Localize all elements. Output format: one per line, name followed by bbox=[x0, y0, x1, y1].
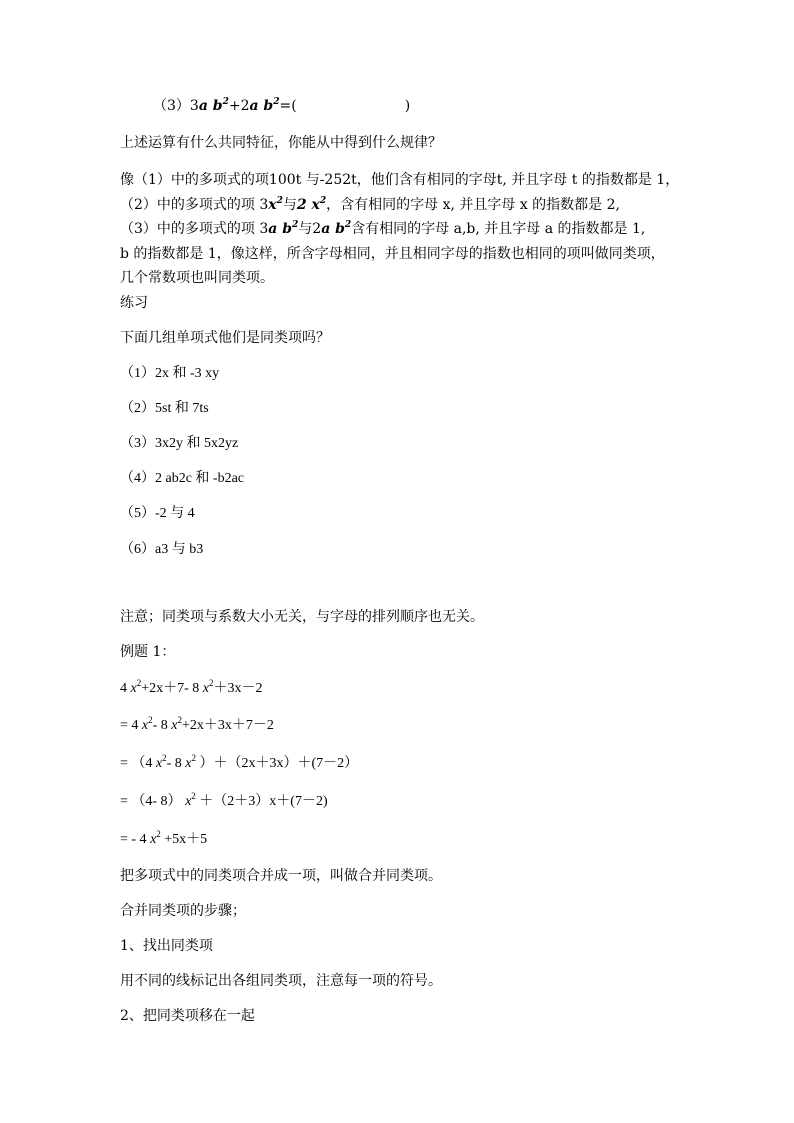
practice-item: （1）2x 和 -3 xy bbox=[120, 366, 220, 381]
example-title: 例题 1： bbox=[120, 644, 176, 660]
para-line-5: 几个常数项也叫同类项。 bbox=[120, 270, 274, 286]
exercise-3 bbox=[153, 96, 410, 116]
practice-item: （6）a3 与 b3 bbox=[120, 542, 204, 557]
practice-heading: 练习 bbox=[120, 295, 148, 311]
example-step-5: = - 4 $x^2 +5x+5$ bbox=[120, 829, 208, 847]
para-line-2: （2）中的多项式的项 $3x^2$与2 $x^2$，含有相同的字母 x, 并且字母 x 的指数都是 2, bbox=[120, 195, 620, 213]
para-line-1: 像（1）中的多项式的项100t 与-252t，他们含有相同的字母t, 并且字母 t 的指数都是 1， bbox=[120, 172, 680, 188]
practice-question: 下面几组单项式他们是同类项吗？ bbox=[120, 330, 330, 346]
variables-ab: a b bbox=[249, 98, 274, 114]
close-paren: ) bbox=[404, 98, 411, 114]
definition-text: 把多项式中的同类项合并成一项，叫做合并同类项。 bbox=[120, 868, 442, 884]
question-text: 上述运算有什么共同特征，你能从中得到什么规律？ bbox=[120, 135, 442, 151]
steps-heading: 合并同类项的步骤； bbox=[120, 903, 246, 919]
practice-item: （2）5st 和 7ts bbox=[120, 401, 209, 416]
step-2-title: 2、把同类项移在一起 bbox=[120, 1008, 255, 1024]
explanation-paragraph bbox=[120, 168, 680, 291]
equals-open: =( bbox=[279, 98, 297, 114]
practice-item: （3）3x2y 和 5x2yz bbox=[120, 436, 239, 451]
example-step-3: = （4 $x^2-$ 8 $x^2$ ）＋（2x＋3x）＋(7－2） bbox=[120, 753, 359, 771]
exponent: 2 bbox=[222, 97, 229, 107]
coef: 3 bbox=[189, 98, 199, 114]
note-text: 注意；同类项与系数大小无关，与字母的排列顺序也无关。 bbox=[120, 609, 484, 625]
step-1-title: 1、找出同类项 bbox=[120, 938, 213, 954]
para-line-3: （3）中的多项式的项 3a $b^2$与2a $b^2$含有相同的字母 a,b, 并且字母 a 的指数都是 1, bbox=[120, 220, 646, 237]
example-step-1: 4 $x^2+2x+7-$ 8 $x^2+3x-2$ bbox=[120, 678, 263, 696]
example-step-4: = （4- 8） $x^2 +(2+3)x+(7-2)$ bbox=[120, 791, 328, 809]
practice-item: （4）2 ab2c 和 -b2ac bbox=[120, 471, 245, 486]
plus-term: +2 bbox=[228, 98, 250, 114]
example-step-2: = 4 $x^2-$ 8 $x^2+2x+3x+7-2$ bbox=[120, 715, 274, 733]
variables-ab: a b bbox=[198, 98, 223, 114]
exponent: 2 bbox=[273, 97, 280, 107]
para-line-4: b 的指数都是 1，像这样，所含字母相同，并且相同字母的指数也相同的项叫做同类项， bbox=[120, 245, 665, 262]
step-1-description: 用不同的线标记出各组同类项，注意每一项的符号。 bbox=[120, 973, 442, 989]
exercise-3-label: （3） bbox=[153, 98, 190, 114]
practice-item: （5）-2 与 4 bbox=[120, 506, 195, 521]
